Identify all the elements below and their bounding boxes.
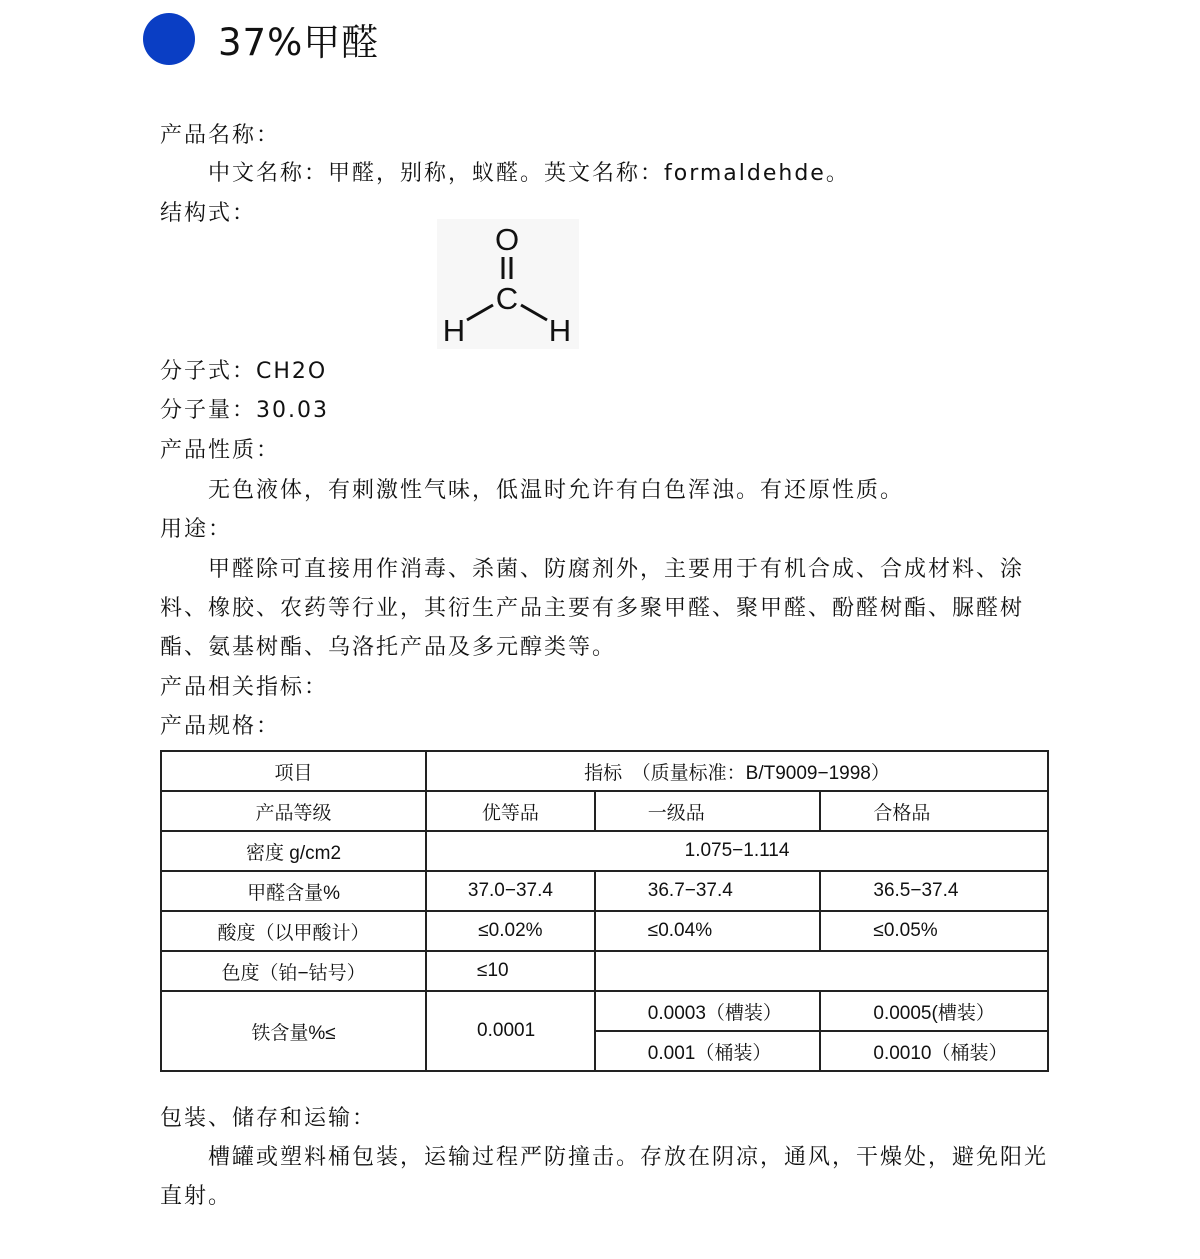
content-superior: 37.0−37.4 [426,871,595,911]
grade-label: 产品等级 [161,791,426,831]
acidity-first: ≤0.04% [595,911,821,951]
iron-qualified-tank: 0.0005(槽装） [820,991,1048,1031]
iron-label: 铁含量%≤ [161,991,426,1071]
table-row [161,991,1048,1031]
header-indicator: 指标 （质量标准：B/T9009−1998） [426,751,1048,791]
grade-qualified: 合格品 [820,791,1048,831]
table-row [161,871,1048,911]
acidity-qualified: ≤0.05% [820,911,1048,951]
molecular-weight: 分子量：30.03 [160,398,329,423]
color-label: 色度（铂−钴号） [161,951,426,991]
properties-text: 无色液体，有刺激性气味，低温时允许有白色浑浊。有还原性质。 [208,478,905,503]
packaging-paragraph [160,1138,1060,1216]
iron-superior: 0.0001 [426,991,595,1071]
usage-text: 甲醛除可直接用作消毒、杀菌、防腐剂外，主要用于有机合成、合成材料、涂料、橡胶、农药等行业，其衍生产品主要有多聚甲醛、聚甲醛、酚醛树酯、脲醛树酯、氨基树酯、乌洛托产品及多元醇类等。 [160,557,1025,660]
atom-carbon: C [495,281,519,316]
header-item: 项目 [161,751,426,791]
table-row [161,751,1048,791]
content-qualified: 36.5−37.4 [820,871,1048,911]
table-row [161,791,1048,831]
iron-first-barrel: 0.001（桶装） [595,1031,821,1071]
grade-first: 一级品 [595,791,821,831]
acidity-label: 酸度（以甲酸计） [161,911,426,951]
color-superior: ≤10 [426,951,595,991]
usage-paragraph [160,550,1060,667]
molecular-formula: 分子式：CH2O [160,359,328,384]
table-row [161,951,1048,991]
indicators-label: 产品相关指标： [160,675,329,700]
acidity-superior: ≤0.02% [426,911,595,951]
content-first: 36.7−37.4 [595,871,821,911]
density-label: 密度 g/cm2 [161,831,426,871]
table-row [161,831,1048,871]
product-name-text: 中文名称：甲醛，别称，蚁醛。英文名称：formaldehde。 [208,161,850,186]
usage-label: 用途： [160,517,233,542]
atom-hydrogen-right: H [548,313,572,348]
iron-qualified-barrel: 0.0010（桶装） [820,1031,1048,1071]
spec-table [160,750,1049,1072]
content-label: 甲醛含量% [161,871,426,911]
iron-first-tank: 0.0003（槽装） [595,991,821,1031]
spec-label: 产品规格： [160,714,281,739]
density-value: 1.075−1.114 [426,831,1048,871]
page-title: 37%甲醛 [218,21,380,64]
color-empty [595,951,1048,991]
structure-label: 结构式： [160,201,257,226]
grade-superior: 优等品 [426,791,595,831]
atom-oxygen: O [494,222,520,257]
table-row [161,911,1048,951]
product-name-label: 产品名称： [160,123,281,148]
structural-formula [437,219,579,349]
packaging-text: 槽罐或塑料桶包装，运输过程严防撞击。存放在阴凉，通风，干燥处，避免阳光直射。 [160,1145,1049,1209]
packaging-label: 包装、储存和运输： [160,1106,377,1131]
atom-hydrogen-left: H [442,313,466,348]
properties-label: 产品性质： [160,438,281,463]
title-bullet [143,13,195,65]
